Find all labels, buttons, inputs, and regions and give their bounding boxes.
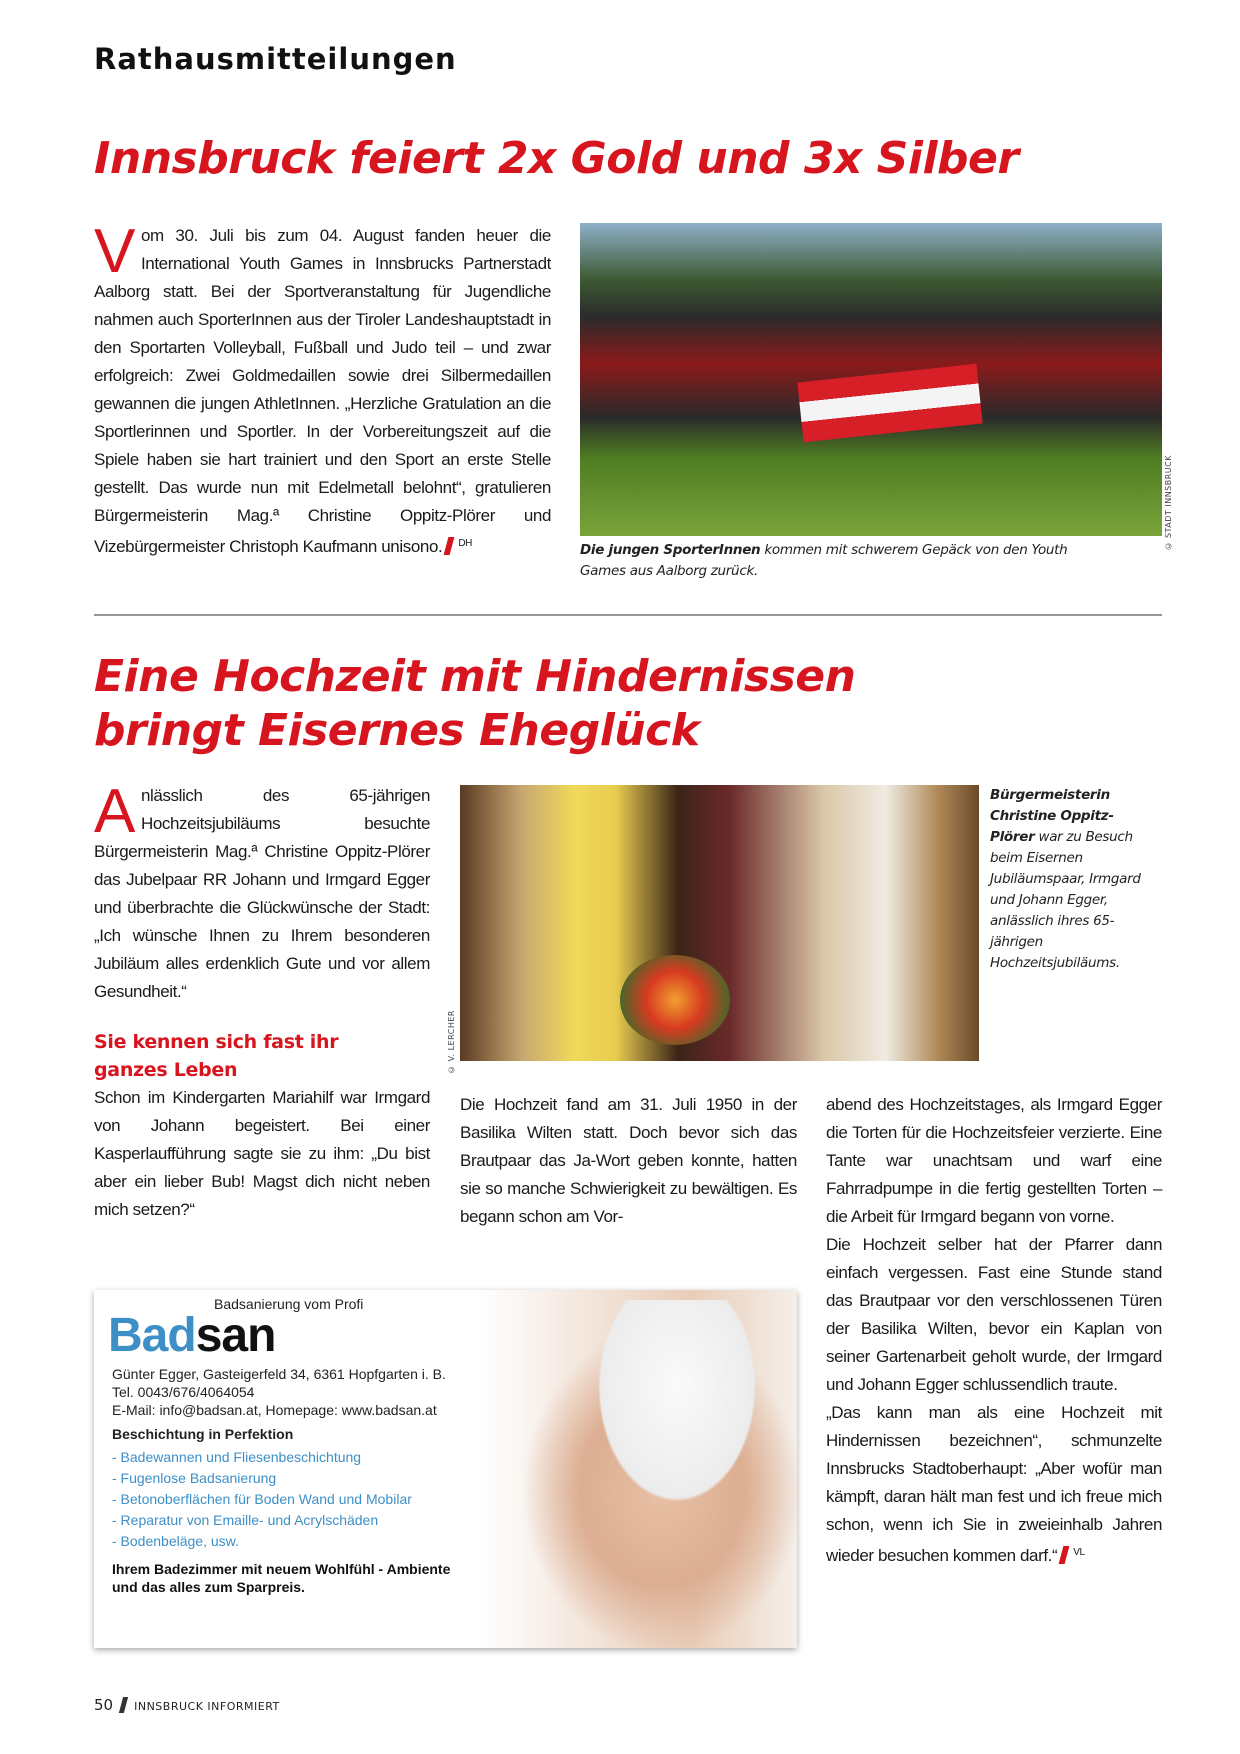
section-header: Rathausmitteilungen: [94, 42, 457, 76]
caption-bold: Bürgermeisterin Christine Oppitz-Plörer: [990, 787, 1114, 845]
paragraph: abend des Hochzeitstages, als Irmgard Egger die Torten für die Hochzeitsfeier verzierte. Eine Tante war unachtsam und warf eine Fahrradpumpe in die fertig gestellten Torten – die Arbeit für Irmgard begann von vorne.: [826, 1095, 1162, 1226]
publication-name: INNSBRUCK INFORMIERT: [134, 1700, 280, 1713]
title-line-2: bringt Eisernes Eheglück: [94, 705, 700, 756]
service-item: - Betonoberflächen für Boden Wand und Mobilar: [112, 1491, 412, 1507]
end-mark-icon: [1059, 1546, 1070, 1564]
phone: Tel. 0043/676/4064054: [112, 1384, 255, 1400]
badsan-advertisement[interactable]: [94, 1290, 797, 1648]
logo-part: Bad: [108, 1309, 196, 1362]
author-initials: DH: [458, 538, 472, 549]
photo-caption: [580, 540, 1100, 582]
closing-quote: „Das kann man als eine Hochzeit mit Hindernissen bezeichnen“, schmunzelte Innsbrucks Stadtoberhaupt: „Aber wofür man kämpft, daran hält man fest und ich freue mich schon, wenn ich Sie in zweieinhalb Jahren wieder besuchen kommen darf.“: [826, 1403, 1162, 1565]
service-item: - Fugenlose Badsanierung: [112, 1470, 277, 1486]
slogan-line: Ihrem Badezimmer mit neuem Wohlfühl - Ambiente: [112, 1561, 451, 1577]
email-homepage: E-Mail: info@badsan.at, Homepage: www.badsan.at: [112, 1402, 437, 1418]
article2-title: [94, 650, 855, 758]
ad-contact: [112, 1365, 592, 1419]
author-initials: VL: [1073, 1547, 1085, 1558]
anniversary-photo: [460, 785, 979, 1061]
ad-slogan: [112, 1560, 592, 1596]
intro-text: nlässlich des 65-jährigen Hochzeitsjubiläums besuchte Bürgermeisterin Mag.ª Christine Oppitz-Plörer das Jubelpaar RR Johann und Irmgard Egger und überbrachte die Glückwünsche der Stadt: „Ich wünsche Ihnen zu Ihrem besonderen Jubiläum alles erdenklich Gute und vor allem Gesundheit.“: [94, 786, 430, 1001]
page-number: 50: [94, 1696, 114, 1714]
column-3: [826, 1091, 1162, 1570]
ad-text: [108, 1296, 592, 1596]
title-line-1: Eine Hochzeit mit Hindernissen: [94, 651, 856, 702]
caption-text: kommen mit schwerem Gepäck von den Youth Games aus Aalborg zurück.: [580, 542, 1068, 579]
service-item: - Reparatur von Emaille- und Acrylschäden: [112, 1512, 379, 1528]
services-list: [112, 1447, 592, 1552]
paragraph: Die Hochzeit selber hat der Pfarrer dann einfach vergessen. Fast eine Stunde stand das Brautpaar vor den verschlossenen Türen der Basilika Wilten, bevor ein Kaplan von seiner Gartenarbeit geholt wurde, der Irmgard und Johann Egger schlussendlich traute.: [826, 1235, 1162, 1394]
address: Günter Egger, Gasteigerfeld 34, 6361 Hopfgarten i. B.: [112, 1366, 446, 1382]
article1-title: Innsbruck feiert 2x Gold und 3x Silber: [94, 133, 1019, 184]
drop-cap: A: [94, 777, 135, 846]
paragraph: Schon im Kindergarten Mariahilf war Irmgard von Johann begeistert. Bei einer Kasperlaufführung sagte sie zu ihm: „Du bist aber ein lieber Bub! Magst dich nicht neben mich setzen?“: [94, 1088, 430, 1219]
photo-caption: [990, 785, 1155, 974]
separator-icon: [119, 1697, 128, 1713]
footer: [94, 1696, 280, 1714]
ad-headline: Beschichtung in Perfektion: [112, 1426, 294, 1442]
service-item: - Badewannen und Fliesenbeschichtung: [112, 1449, 362, 1465]
badsan-logo: [108, 1309, 592, 1362]
subheading: Sie kennen sich fast ihr ganzes Leben: [94, 1031, 339, 1081]
youth-games-team-photo: [580, 223, 1162, 536]
photo-credit: © STADT INNSBRUCK: [1164, 455, 1173, 551]
caption-text: war zu Besuch beim Eisernen Jubiläumspaar, Irmgard und Johann Egger, anlässlich ihres 65-jährigen Hochzeitsjubiläums.: [990, 829, 1141, 971]
austrian-flag: [797, 364, 982, 442]
article2-intro: [94, 777, 430, 1006]
paragraph: [826, 1399, 1162, 1570]
article1-body: [94, 217, 551, 561]
ad-tagline: Badsanierung vom Profi: [214, 1296, 364, 1312]
paragraph: Die Hochzeit fand am 31. Juli 1950 in der Basilika Wilten statt. Doch bevor sich das Brautpaar das Ja-Wort geben konnte, hatten sie so manche Schwierigkeit zu bewältigen. Es begann schon am Vor-: [460, 1095, 797, 1226]
flower-bouquet: [620, 955, 730, 1045]
slogan-line: und das alles zum Sparpreis.: [112, 1579, 305, 1595]
divider: [94, 614, 1162, 616]
article1-text: om 30. Juli bis zum 04. August fanden heuer die International Youth Games in Innsbrucks Partnerstadt Aalborg statt. Bei der Sportveranstaltung für Jugendliche nahmen auch SporterInnen aus der Tiroler Landeshauptstadt in den Sportarten Volleyball, Fußball und Judo teil – und zwar erfolgreich: Zwei Goldmedaillen sowie drei Silbermedaillen gewannen die jungen AthletInnen. „Herzliche Gratulation an die Sportlerinnen und Sportler. In der Vorbereitungszeit auf die Spiele haben sie hart trainiert und den Sport an erste Stelle gestellt. Das wurde nun mit Edelmetall belohnt“, gratulieren Bürgermeisterin Mag.ª Christine Oppitz-Plörer und Vizebürgermeister Christoph Kaufmann unisono.: [94, 226, 551, 556]
service-item: - Bodenbeläge, usw.: [112, 1533, 239, 1549]
drop-cap: V: [94, 217, 135, 286]
caption-bold: Die jungen SporterInnen: [580, 542, 761, 558]
photo-credit: © V. LERCHER: [447, 1010, 456, 1074]
end-mark-icon: [444, 537, 455, 555]
logo-part: san: [195, 1309, 276, 1362]
column-1: [94, 777, 430, 1224]
